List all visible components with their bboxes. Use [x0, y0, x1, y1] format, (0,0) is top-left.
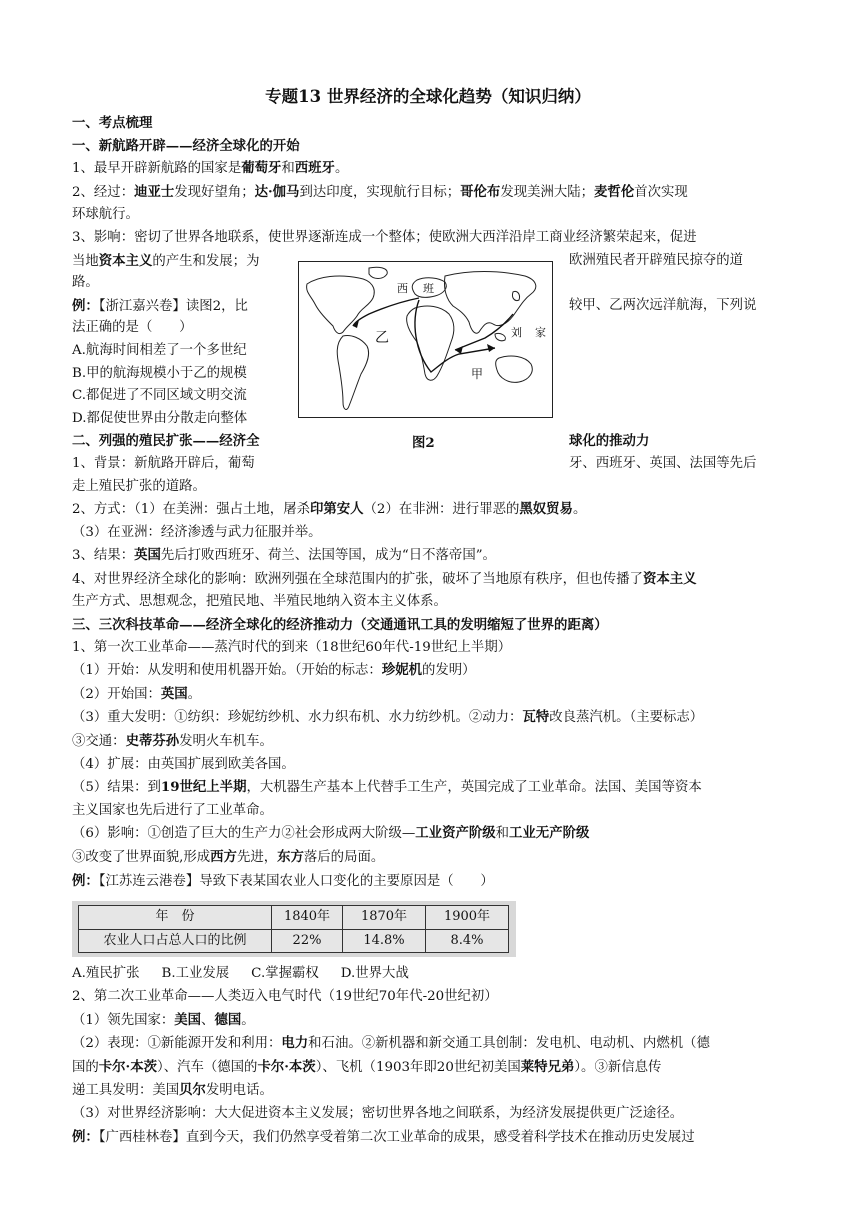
paragraph: 1、最早开辟新航路的国家是葡萄牙和西班牙。 — [72, 160, 349, 177]
page-title: 专题13 世界经济的全球化趋势（知识归纳） — [265, 87, 591, 106]
section-heading: 一、考点梳理 — [72, 115, 153, 131]
paragraph: 当地资本主义的产生和发展；为 欧洲殖民者开辟殖民掠夺的道 — [72, 252, 744, 269]
paragraph: 主义国家也先后进行了工业革命。 — [72, 802, 273, 818]
paragraph: ③改变了世界面貌,形成西方先进，东方落后的局面。 — [72, 849, 385, 865]
example-question: 例：【浙江嘉兴卷】读图2，比 较甲、乙两次远洋航海，下列说 — [72, 297, 757, 314]
section-heading-1: 一、新航路开辟——经济全球化的开始 — [72, 137, 300, 154]
paragraph: 走上殖民扩张的道路。 — [72, 478, 206, 494]
paragraph: （3）重大发明：①纺织：珍妮纺纱机、水力织布机、水力纺纱机。②动力：瓦特改良蒸汽机。（主要标志） — [72, 709, 704, 726]
population-table-image — [72, 901, 516, 957]
paragraph: 国的卡尔·本茨）、汽车（德国的卡尔·本茨）、飞机（1903年即20世纪初美国莱特兄弟）。③新信息传 — [72, 1058, 662, 1075]
paragraph: ③交通：史蒂芬孙发明火车机车。 — [72, 733, 273, 750]
map-label: 甲 — [471, 367, 484, 381]
figure-caption: 图2 — [412, 435, 435, 451]
paragraph: 3、结果：英国先后打败西班牙、荷兰、法国等国，成为“日不落帝国”。 — [72, 547, 496, 564]
route-arrow — [487, 344, 495, 352]
table-header: 年 份 — [79, 906, 272, 930]
paragraph: 2、经过：迪亚士发现好望角；达·伽马到达印度，实现航行目标；哥伦布发现美洲大陆；麦哲伦首次实现 — [72, 183, 688, 200]
island — [495, 333, 505, 340]
answer-option: B.甲的航海规模小于乙的规模 — [72, 365, 247, 381]
continent-australia — [496, 356, 533, 382]
table-header: 1900年 — [426, 906, 509, 930]
answer-option: A.航海时间相差了一个多世纪 — [72, 342, 247, 358]
section-heading-2: 二、列强的殖民扩张——经济全 球化的推动力 — [72, 433, 650, 450]
answer-option: C.都促进了不同区域文明交流 — [72, 388, 247, 404]
map-label: 刘 — [511, 326, 522, 339]
paragraph: （5）结果：到19世纪上半期，大机器生产基本上代替手工生产，英国完成了工业革命。法国、美国等资本 — [72, 779, 702, 796]
paragraph: （2）开始国：英国。 — [72, 685, 202, 702]
route-arrow — [455, 346, 463, 354]
table-cell: 14.8% — [343, 929, 426, 953]
world-map-figure — [298, 261, 553, 418]
section-heading-3: 三、三次科技革命——经济全球化的经济推动力（交通通讯工具的发明缩短了世界的距离） — [72, 617, 608, 634]
map-label: 乙 — [375, 330, 389, 346]
paragraph: 递工具发明：美国贝尔发明电话。 — [72, 1082, 273, 1099]
paragraph: 1、背景：新航路开辟后，葡萄 牙、西班牙、英国、法国等先后 — [72, 455, 757, 471]
route-jia — [415, 300, 495, 372]
continent-greenland — [369, 267, 387, 278]
continent-south-america — [337, 335, 368, 409]
paragraph: 生产方式、思想观念，把殖民地、半殖民地纳入资本主义体系。 — [72, 594, 447, 610]
paragraph: 路。 — [72, 275, 99, 291]
paragraph: 环球航行。 — [72, 207, 139, 223]
answer-option: A.殖民扩张 — [72, 966, 140, 982]
example-question: 法正确的是（ ） — [72, 320, 193, 336]
paragraph: （3）在亚洲：经济渗透与武力征服并举。 — [72, 524, 322, 540]
answer-option: D.世界大战 — [340, 966, 409, 982]
table-header: 1840年 — [272, 906, 343, 930]
answer-option: B.工业发展 — [161, 966, 230, 982]
paragraph: （6）影响：①创造了巨大的生产力②社会形成两大阶级—工业资产阶级和工业无产阶级 — [72, 825, 590, 842]
continent-africa — [407, 306, 454, 380]
answer-options — [72, 963, 784, 986]
continent-north-america — [307, 276, 375, 334]
paragraph: 4、对世界经济全球化的影响：欧洲列强在全球范围内的扩张，破坏了当地原有秩序，但也传播了资本主义 — [72, 570, 697, 587]
table-header: 1870年 — [343, 906, 426, 930]
table-cell: 农业人口占总人口的比例 — [79, 929, 272, 953]
paragraph: （2）表现：①新能源开发和利用：电力和石油。②新机器和新交通工具创制：发电机、电动机、内燃机（德 — [72, 1035, 710, 1052]
table-cell: 22% — [272, 929, 343, 953]
population-table — [78, 905, 509, 953]
route-liu — [455, 314, 513, 350]
paragraph: 2、方式：（1）在美洲：强占土地，屠杀印第安人（2）在非洲：进行罪恶的黑奴贸易。 — [72, 501, 587, 518]
paragraph: （4）扩展：由英国扩展到欧美各国。 — [72, 756, 295, 772]
continent-asia — [444, 272, 535, 334]
island — [512, 291, 519, 300]
table-cell: 8.4% — [426, 929, 509, 953]
answer-option: C.掌握霸权 — [251, 966, 319, 982]
paragraph: 1、第一次工业革命——蒸汽时代的到来（18世纪60年代-19世纪上半期） — [72, 639, 512, 655]
answer-option: D.都促使世界由分散走向整体 — [72, 410, 248, 426]
world-map — [299, 262, 552, 417]
example-question: 例：【江苏连云港卷】导致下表某国农业人口变化的主要原因是（ ） — [72, 872, 494, 889]
paragraph: 2、第二次工业革命——人类迈入电气时代（19世纪70年代-20世纪初） — [72, 988, 498, 1004]
example-question: 例：【广西桂林卷】直到今天，我们仍然享受着第二次工业革命的成果，感受着科学技术在推动历史发展过 — [72, 1128, 695, 1145]
document-page — [72, 84, 784, 1149]
map-label: 西 — [397, 282, 408, 295]
paragraph: （1）领先国家：美国、德国。 — [72, 1011, 255, 1028]
paragraph: 3、影响：密切了世界各地联系，使世界逐渐连成一个整体；使欧洲大西洋沿岸工商业经济繁荣起来，促进 — [72, 229, 697, 245]
paragraph: （1）开始：从发明和使用机器开始。（开始的标志：珍妮机的发明） — [72, 662, 476, 679]
map-label: 家 — [535, 326, 546, 339]
paragraph: （3）对世界经济影响：大大促进资本主义发展；密切世界各地之间联系，为经济发展提供更广泛途径。 — [72, 1105, 684, 1121]
map-label: 班 — [423, 282, 434, 295]
